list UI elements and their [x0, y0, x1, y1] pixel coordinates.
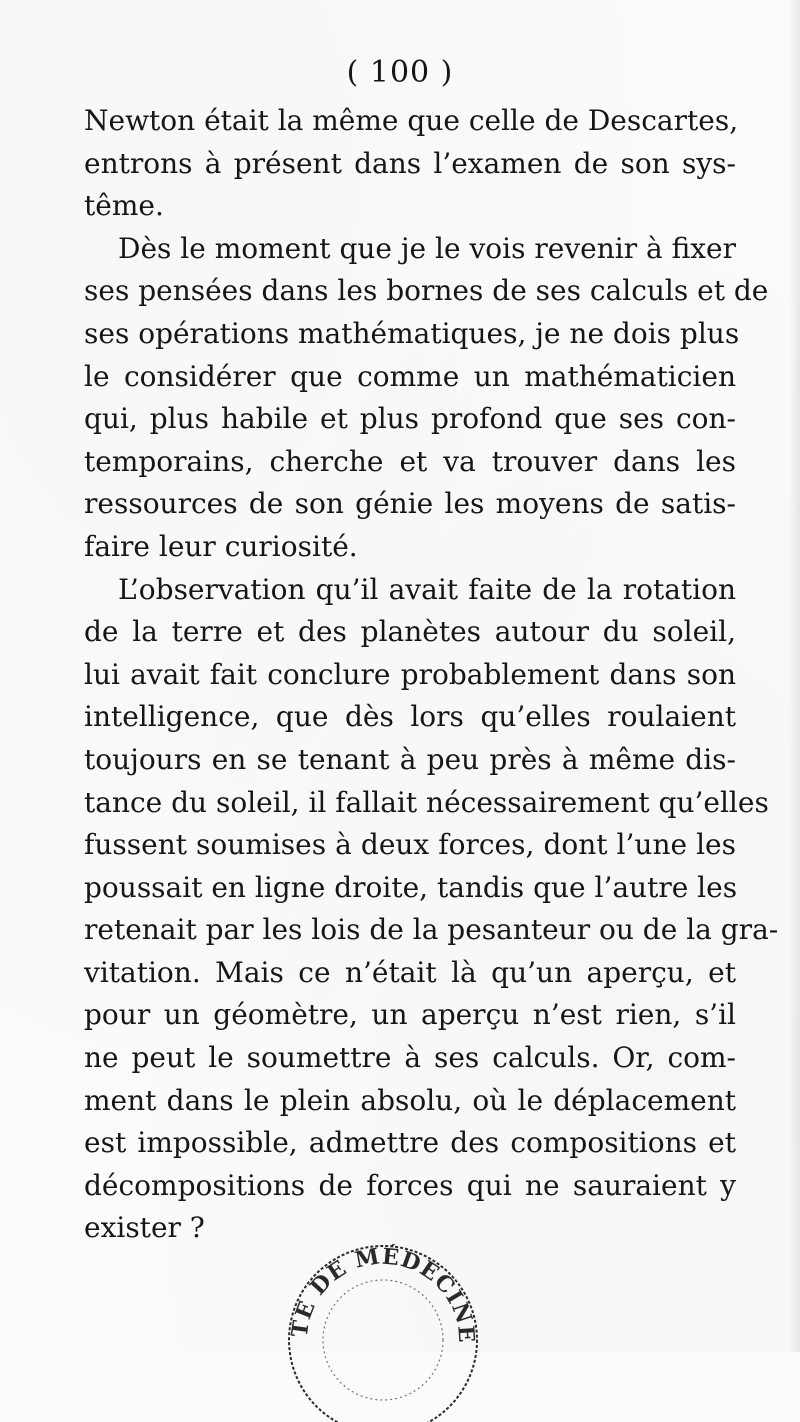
text-line: Newton était la même que celle de Descartes, — [84, 104, 739, 137]
page-edge-shadow — [788, 0, 800, 1352]
stamp-inner-ring — [323, 1280, 443, 1400]
text-line: faire leur curiosité. — [84, 529, 358, 563]
text-line: le considérer que comme un mathématicien — [84, 359, 736, 393]
text-line: ses opérations mathématiques, je ne dois plus — [84, 316, 740, 350]
text-line: toujours en se tenant à peu près à même dis- — [84, 742, 736, 776]
text-line: Dès le moment que je le vois revenir à fixer — [118, 231, 736, 265]
text-line: poussait en ligne droite, tandis que l’autre les — [84, 870, 738, 904]
stamp-text: TE DE MÉDECINE DE — [272, 1202, 480, 1345]
text-line: de la terre et des planètes autour du soleil, — [84, 615, 736, 649]
text-line: vitation. Mais ce n’était là qu’un aperçu, et — [84, 955, 736, 989]
text-line: ses pensées dans les bornes de ses calculs et de — [84, 274, 769, 308]
text-line: exister ? — [84, 1211, 205, 1245]
text-line: qui, plus habile et plus profond que ses con- — [84, 402, 736, 436]
text-line: entrons à présent dans l’examen de son sys- — [84, 146, 736, 180]
paragraph — [84, 100, 739, 228]
text-line: temporains, cherche et va trouver dans les — [84, 444, 736, 478]
page-number: ( 100 ) — [346, 55, 454, 90]
text-line: pour un géomètre, un aperçu n’est rien, s’il — [84, 998, 736, 1032]
body-text — [84, 100, 779, 1250]
paragraph — [84, 228, 769, 569]
text-line: est impossible, admettre des compositions et — [84, 1126, 736, 1160]
text-line: décompositions de forces qui ne sauraient y — [84, 1168, 736, 1202]
text-line: tance du soleil, il fallait nécessairement qu’elles — [84, 785, 769, 819]
paragraph — [84, 569, 779, 1251]
text-line: L’observation qu’il avait faite de la rotation — [118, 572, 736, 606]
text-line: fussent soumises à deux forces, dont l’une les — [84, 828, 736, 862]
text-line: lui avait fait conclure probablement dans son — [84, 657, 736, 691]
text-line: ne peut le soumettre à ses calculs. Or, com- — [84, 1041, 736, 1075]
text-line: ressources de son génie les moyens de satis- — [84, 487, 736, 521]
library-stamp — [272, 1202, 483, 1422]
text-line: retenait par les lois de la pesanteur ou de la gra- — [84, 913, 779, 947]
text-line: intelligence, que dès lors qu’elles roulaient — [84, 700, 736, 734]
text-line: ment dans le plein absolu, où le déplacement — [84, 1083, 736, 1117]
text-line: tême. — [84, 189, 164, 223]
